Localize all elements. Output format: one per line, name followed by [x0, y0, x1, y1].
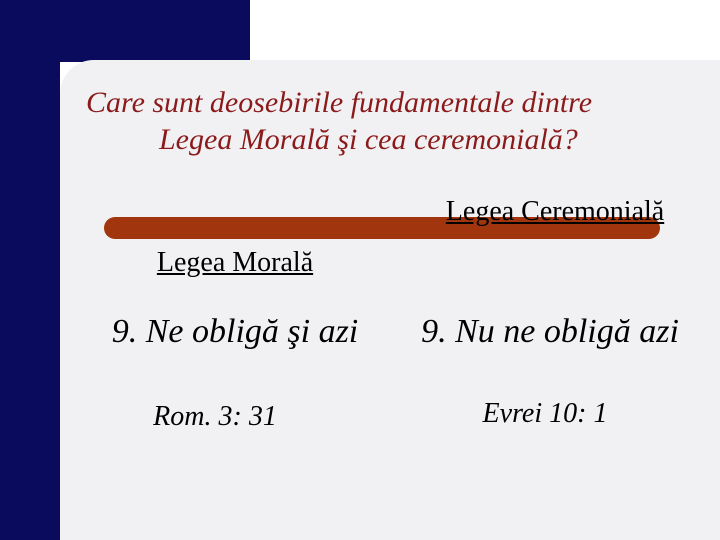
- navy-sidebar-decoration: [0, 0, 60, 540]
- navy-corner-decoration: [0, 0, 250, 62]
- ceremonial-law-reference: Evrei 10: 1: [482, 398, 608, 429]
- slide-title-line-2: Legea Morală şi cea ceremonială?: [159, 123, 578, 156]
- slide-title: [86, 84, 706, 158]
- slide-title-line-1: Care sunt deosebirile fundamentale dintre: [86, 86, 593, 119]
- ceremonial-law-point: 9. Nu ne obligă azi: [421, 313, 679, 350]
- moral-law-reference: Rom. 3: 31: [153, 401, 277, 432]
- ceremonial-law-heading: Legea Ceremonială: [445, 196, 665, 227]
- moral-law-heading: Legea Morală: [156, 247, 314, 278]
- moral-law-point: 9. Ne obligă şi azi: [111, 313, 359, 350]
